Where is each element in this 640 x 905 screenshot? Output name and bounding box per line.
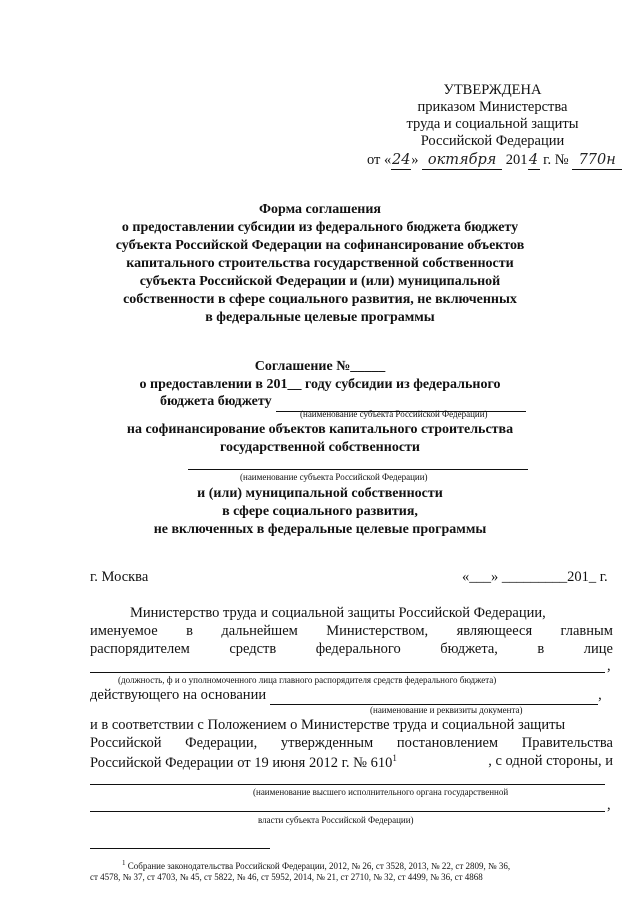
blank-line bbox=[90, 811, 605, 812]
footnote-separator bbox=[90, 848, 270, 849]
approval-heading: УТВЕРЖДЕНА bbox=[443, 82, 542, 98]
word: именуемое bbox=[90, 623, 158, 639]
approval-date-line bbox=[367, 151, 622, 170]
field-caption: (наименование субъекта Российской Федерации) bbox=[300, 409, 488, 419]
word: утвержденным bbox=[280, 735, 374, 751]
word: Министерством, bbox=[326, 623, 429, 639]
word: средств bbox=[229, 641, 277, 657]
word: Федерации, bbox=[185, 735, 258, 751]
agreement-line-prefix: бюджета бюджету bbox=[160, 394, 272, 409]
agreement-line: государственной собственности bbox=[220, 440, 420, 455]
text-segment: , с одной стороны, и bbox=[488, 753, 613, 769]
agreement-line: на софинансирование объектов капитального строительства bbox=[126, 422, 514, 437]
blank-line bbox=[90, 672, 605, 673]
blank-line bbox=[188, 469, 528, 470]
approval-line: Российской Федерации bbox=[420, 133, 565, 149]
footnote-ref: 1 bbox=[392, 753, 397, 763]
form-title-line: капитального строительства государственной собственности bbox=[126, 256, 514, 271]
body-line bbox=[90, 623, 613, 640]
word: лице bbox=[583, 641, 613, 657]
blank-field bbox=[270, 687, 598, 705]
form-title-line: собственности в сфере социального развития, не включенных bbox=[123, 292, 517, 307]
comma: , bbox=[598, 687, 602, 703]
acting-prefix: действующего на основании bbox=[90, 687, 267, 703]
field-caption: (должность, ф и о уполномоченного лица главного распорядителя средств федерального бюджета) bbox=[118, 675, 497, 685]
agreement-line: не включенных в федеральные целевые программы bbox=[153, 522, 487, 537]
form-title-line: в федеральные целевые программы bbox=[205, 310, 435, 325]
form-title-line: субъекта Российской Федерации и (или) муниципальной bbox=[139, 274, 501, 289]
body-line: Министерство труда и социальной защиты Российской Федерации, bbox=[130, 605, 546, 621]
agreement-line: в сфере социального развития, bbox=[222, 504, 418, 519]
handwritten-order-number: 770н bbox=[572, 151, 622, 170]
text-segment bbox=[90, 753, 397, 772]
field-caption: (наименование и реквизиты документа) bbox=[370, 705, 523, 715]
word: являющееся bbox=[456, 623, 533, 639]
word: постановлением bbox=[396, 735, 499, 751]
handwritten-month: октября bbox=[422, 151, 502, 170]
word: Российской bbox=[90, 735, 162, 751]
agreement-date: «___» _________201_ г. bbox=[462, 569, 608, 585]
acting-line bbox=[90, 687, 602, 705]
word: дальнейшем bbox=[221, 623, 298, 639]
agreement-line: о предоставлении в 201__ году субсидии из федерального bbox=[139, 377, 501, 392]
agreement-title: Соглашение №_____ bbox=[254, 359, 386, 374]
body-line bbox=[90, 735, 613, 752]
year-prefix: 201 bbox=[505, 152, 528, 168]
handwritten-day: 24 bbox=[392, 152, 411, 168]
word: главным bbox=[560, 623, 613, 639]
footnote-mark: 1 bbox=[122, 859, 126, 867]
footnote-line: ст 4578, № 37, ст 4703, № 45, ст 5822, № 46, ст 5952, 2014, № 21, ст 2710, № 32, ст 4499, № 36, ст 4868 bbox=[90, 872, 483, 882]
word: Правительства bbox=[521, 735, 613, 751]
word: в bbox=[186, 623, 193, 639]
text-fragment: Российской Федерации от 19 июня 2012 г. № 610 bbox=[90, 754, 393, 771]
approval-line: труда и социальной защиты bbox=[406, 116, 579, 132]
comma: , bbox=[607, 658, 611, 674]
form-title-line: о предоставлении субсидии из федерального бюджета бюджету bbox=[121, 220, 519, 235]
date-mid: » bbox=[411, 152, 419, 168]
word: распорядителем bbox=[90, 641, 190, 657]
form-title-line: субъекта Российской Федерации на софинансирование объектов bbox=[115, 238, 525, 253]
word: федерального bbox=[315, 641, 401, 657]
word: в bbox=[537, 641, 545, 657]
approval-line: приказом Министерства bbox=[417, 99, 568, 115]
date-prefix: от « bbox=[367, 152, 392, 168]
body-line bbox=[90, 753, 613, 772]
word: бюджета, bbox=[440, 641, 498, 657]
body-line bbox=[90, 641, 613, 658]
comma: , bbox=[607, 797, 611, 813]
city: г. Москва bbox=[90, 569, 149, 585]
handwritten-year-digit: 4 bbox=[528, 152, 539, 168]
agreement-line: и (или) муниципальной собственности bbox=[197, 486, 443, 501]
blank-line bbox=[90, 784, 605, 785]
form-title: Форма соглашения bbox=[259, 202, 381, 217]
year-suffix: г. № bbox=[539, 152, 569, 168]
body-line: и в соответствии с Положением о Министерстве труда и социальной защиты bbox=[90, 717, 566, 733]
field-caption: (наименование высшего исполнительного органа государственной bbox=[253, 787, 509, 797]
field-caption: власти субъекта Российской Федерации) bbox=[258, 815, 414, 825]
field-caption: (наименование субъекта Российской Федерации) bbox=[240, 472, 428, 482]
footnote-text: Собрание законодательства Российской Федерации, 2012, № 26, ст 3528, 2013, № 22, ст 2809, № 36, bbox=[125, 861, 511, 871]
